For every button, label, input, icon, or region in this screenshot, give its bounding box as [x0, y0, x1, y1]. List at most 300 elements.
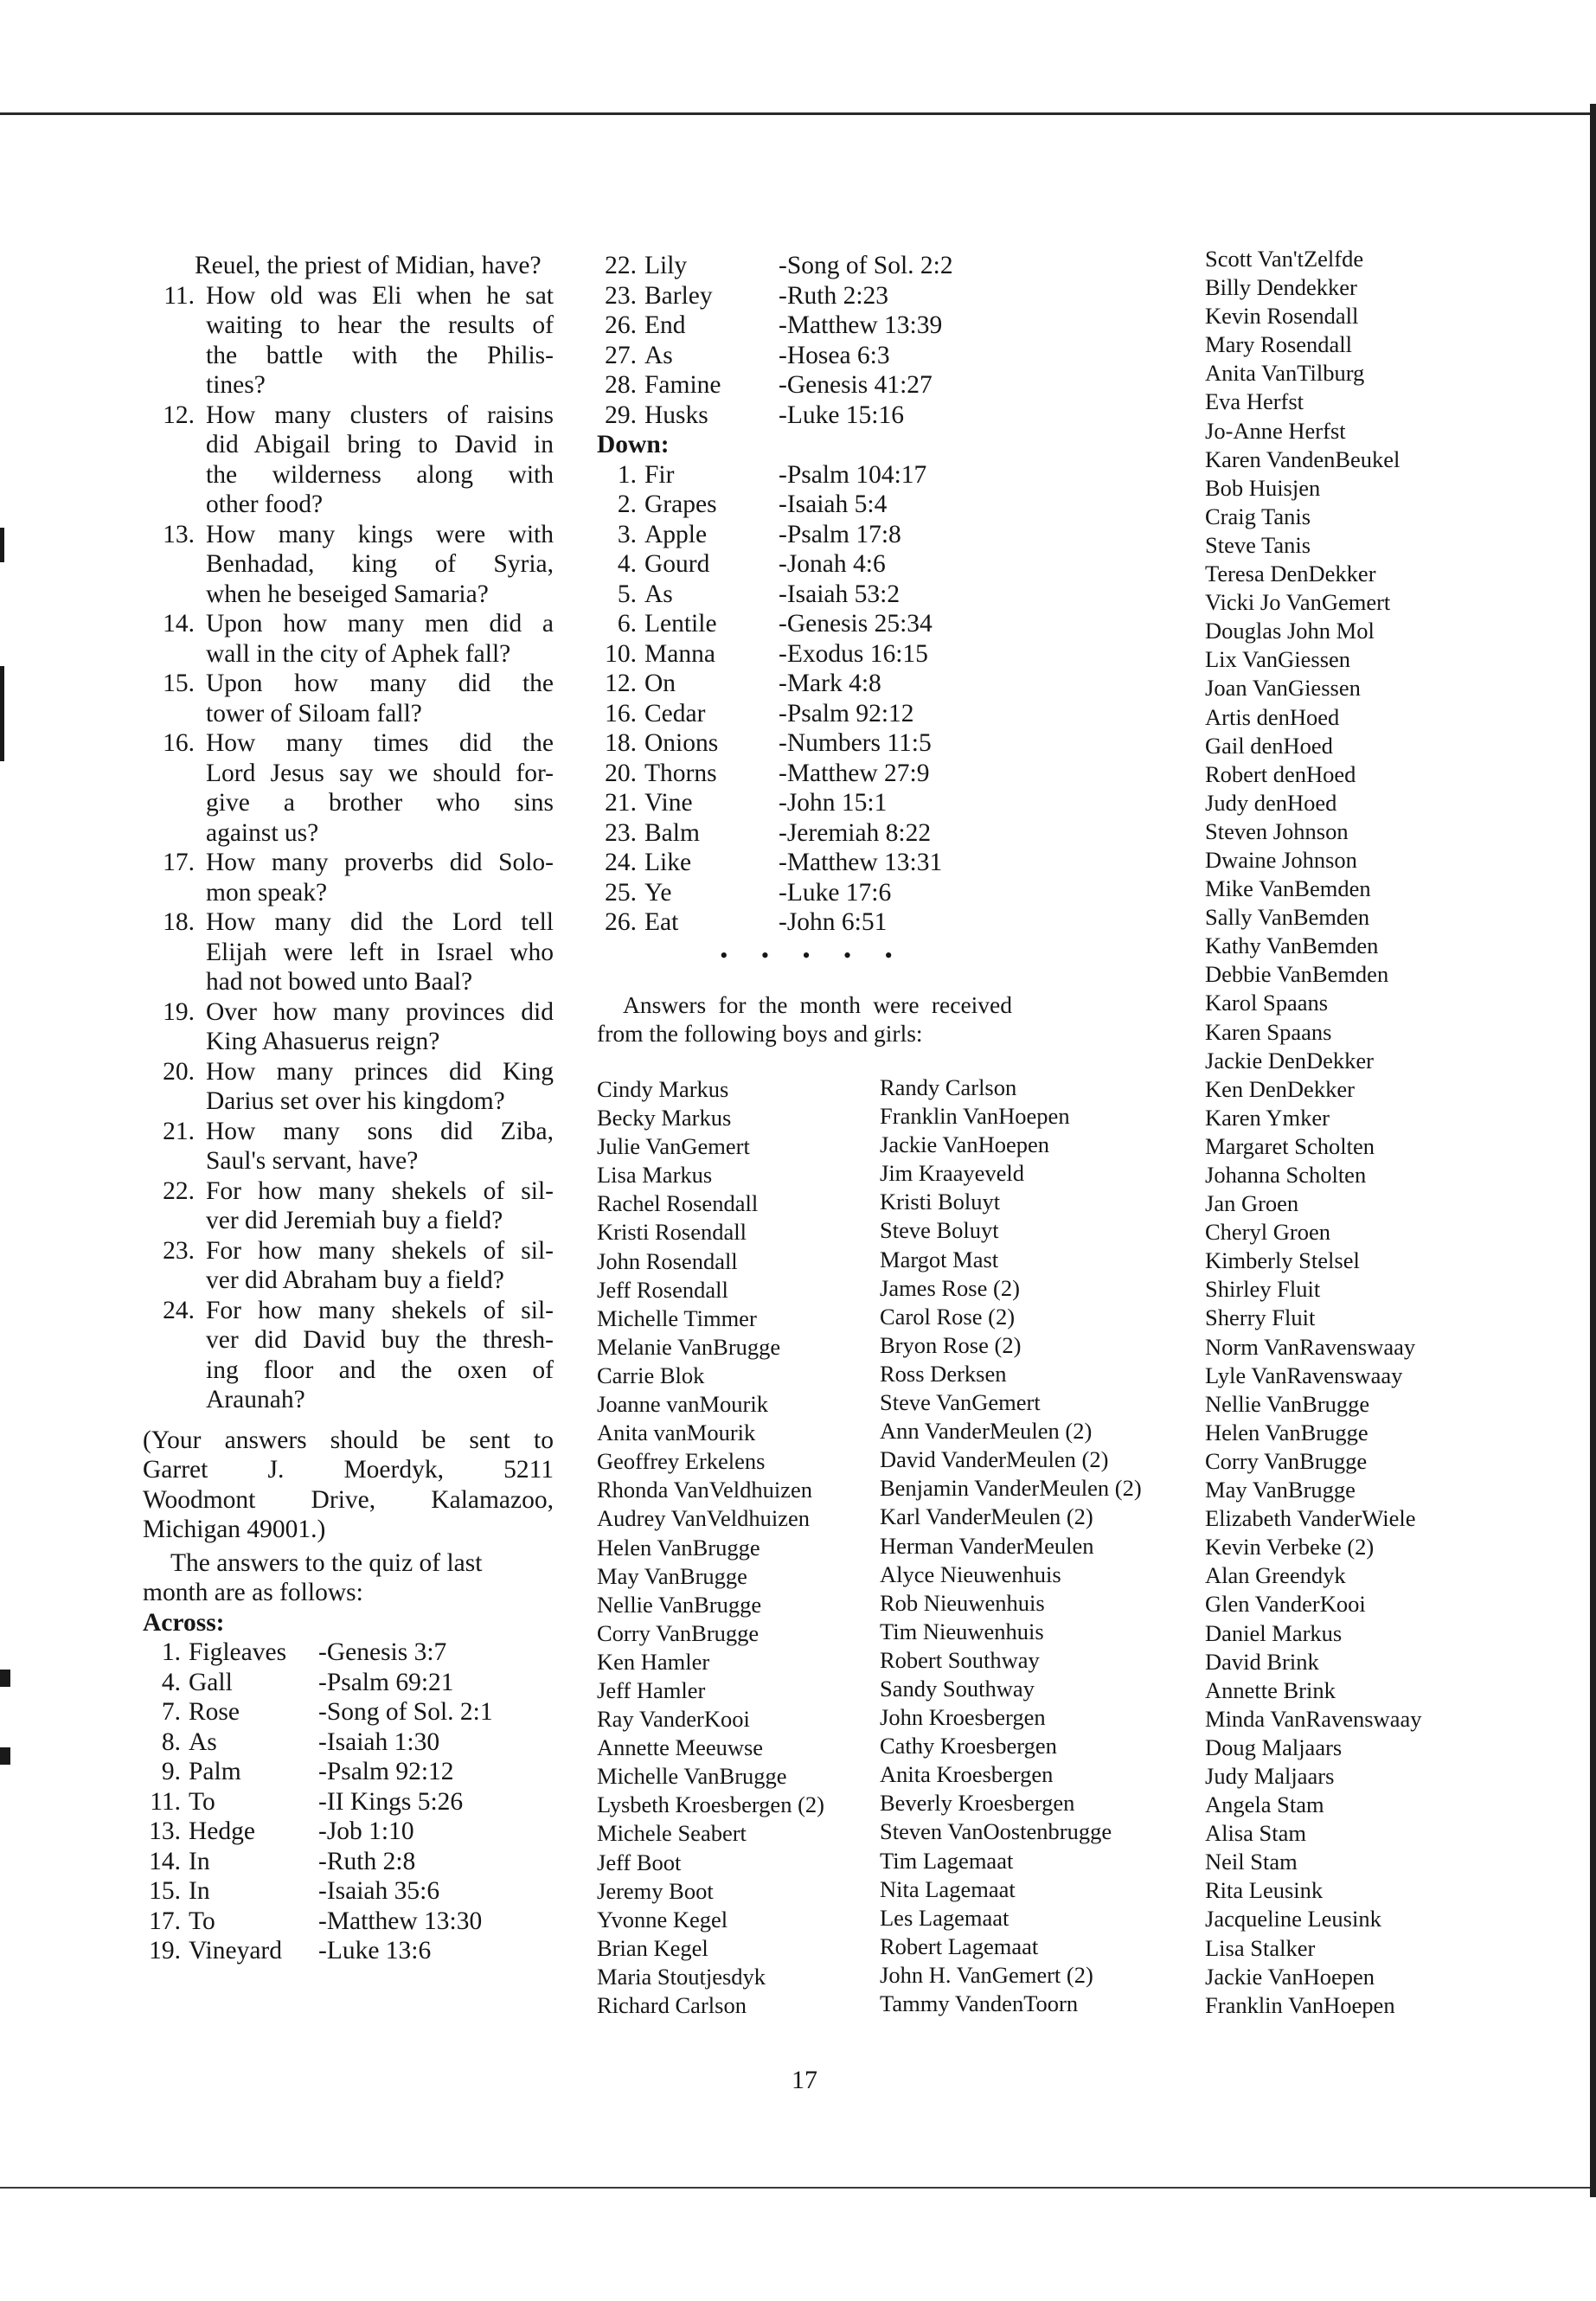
answer-number: 2.	[617, 490, 637, 518]
name-entry: Annette Brink	[1205, 1676, 1336, 1703]
question-item	[143, 1236, 554, 1296]
answer-reference: -Psalm 92:12	[779, 699, 914, 727]
name-entry: Les Lagemaat	[880, 1904, 1010, 1931]
answer-number: 1.	[617, 460, 637, 489]
name-entry: Michelle Timmer	[597, 1304, 757, 1331]
name-entry: Richard Carlson	[597, 1992, 747, 2018]
answer-word: Vineyard	[189, 1937, 282, 1965]
answer-number: 16.	[605, 699, 637, 727]
name-entry: Cheryl Groen	[1205, 1219, 1330, 1246]
name-entry: Steven VanOostenbrugge	[880, 1818, 1112, 1845]
name-entry: Kristi Boluyt	[880, 1189, 1001, 1215]
name-entry: Joanne vanMourik	[597, 1391, 768, 1418]
name-entry: Julie VanGemert	[597, 1133, 750, 1160]
name-entry: Yvonne Kegel	[597, 1906, 728, 1932]
answer-number: 1.	[161, 1638, 181, 1666]
answer-word: Gourd	[644, 550, 710, 578]
name-entry: Elizabeth VanderWiele	[1205, 1505, 1416, 1532]
answer-number: 23.	[605, 818, 637, 847]
question-line: How many did the Lord tell	[206, 908, 554, 936]
name-entry: Karol Spaans	[1205, 990, 1329, 1016]
answer-reference: -Genesis 3:7	[318, 1638, 447, 1666]
note-line: Woodmont Drive, Kalamazoo,	[143, 1485, 554, 1514]
answer-row	[597, 818, 1029, 849]
answer-row	[597, 549, 1029, 580]
answer-row	[143, 1668, 554, 1698]
question-line: King Ahasuerus reign?	[206, 1028, 440, 1055]
answer-reference: -Mark 4:8	[779, 670, 881, 697]
answer-reference: -Numbers 11:5	[779, 729, 932, 757]
question-line: mon speak?	[206, 878, 328, 907]
name-entry: Rhonda VanVeldhuizen	[597, 1477, 813, 1503]
question-line: wall in the city of Aphek fall?	[206, 639, 511, 668]
scan-mark	[0, 1747, 10, 1765]
down-answers	[597, 460, 1029, 938]
question-line: the battle with the Philis-	[206, 341, 554, 369]
note-line: Garret J. Moerdyk, 5211	[143, 1456, 554, 1484]
question-line: Darius set over his kingdom?	[206, 1087, 505, 1115]
question-text	[206, 1236, 554, 1296]
answer-reference: -Matthew 13:31	[779, 849, 943, 876]
question-number: 21.	[163, 1117, 195, 1145]
answer-row	[597, 788, 1029, 818]
name-entry: Kathy VanBemden	[1205, 933, 1379, 959]
answer-word: In	[189, 1877, 210, 1905]
name-entry: Corry VanBrugge	[597, 1619, 760, 1646]
name-entry: Bryon Rose (2)	[880, 1331, 1022, 1358]
name-entry: Karen VandenBeukel	[1205, 445, 1401, 472]
question-text	[206, 907, 554, 997]
name-entry: Corry VanBrugge	[1205, 1447, 1368, 1474]
answer-row	[597, 728, 1029, 759]
answer-word: Ye	[644, 878, 672, 907]
name-entry: Helen VanBrugge	[1205, 1419, 1368, 1445]
name-entry: Rita Leusink	[1205, 1877, 1324, 1904]
answer-word: Fir	[644, 460, 675, 489]
answer-word: Grapes	[644, 490, 717, 518]
name-entry: Melanie VanBrugge	[597, 1333, 781, 1360]
name-entry: Michele Seabert	[597, 1820, 747, 1847]
scan-mark	[0, 1670, 10, 1687]
question-text	[206, 1057, 554, 1117]
name-entry: Anita Kroesbergen	[880, 1761, 1054, 1788]
answer-row	[597, 848, 1029, 878]
name-entry: Robert Southway	[880, 1646, 1040, 1673]
question-number: 24.	[163, 1296, 195, 1324]
answer-reference: -John 6:51	[779, 908, 888, 936]
question-number: 19.	[163, 997, 195, 1026]
question-text	[206, 1176, 554, 1236]
answer-number: 6.	[617, 610, 637, 638]
answer-reference: -II Kings 5:26	[318, 1787, 464, 1816]
name-entry: Craig Tanis	[1205, 503, 1311, 529]
answer-word: Gall	[189, 1668, 233, 1696]
question-line: Benhadad, king of Syria,	[206, 550, 554, 578]
answer-reference: -Matthew 13:39	[779, 311, 943, 339]
answer-word: Husks	[644, 401, 708, 429]
answer-word: As	[189, 1727, 217, 1756]
answer-reference: -Genesis 41:27	[779, 371, 933, 399]
name-entry: Kristi Rosendall	[597, 1219, 747, 1246]
across-heading: Across:	[143, 1608, 225, 1637]
name-entry: Alyce Nieuwenhuis	[880, 1561, 1061, 1587]
name-entry: Ken Hamler	[597, 1648, 710, 1675]
question-line: Elijah were left in Israel who	[206, 938, 554, 966]
questions-column	[143, 251, 554, 1966]
name-entry: Margot Mast	[880, 1246, 999, 1272]
name-entry: Lyle VanRavenswaay	[1205, 1362, 1403, 1388]
question-line: Upon how many men did a	[206, 610, 554, 638]
question-number: 13.	[163, 520, 195, 548]
answer-row	[597, 490, 1029, 520]
name-entry: Steve VanGemert	[880, 1389, 1041, 1416]
name-entry: Robert Lagemaat	[880, 1932, 1039, 1959]
name-entry: Jackie VanHoepen	[880, 1131, 1049, 1158]
mailing-note	[143, 1426, 554, 1545]
answer-row	[143, 1847, 554, 1877]
question-list	[143, 251, 554, 1415]
name-entry: Ann VanderMeulen (2)	[880, 1418, 1093, 1445]
question-line: when he beseiged Samaria?	[206, 580, 489, 608]
question-number: 22.	[163, 1176, 195, 1205]
name-entry: Ray VanderKooi	[597, 1706, 750, 1733]
answer-row	[597, 699, 1029, 729]
name-entry: Michelle VanBrugge	[597, 1763, 787, 1790]
name-entry: Minda VanRavenswaay	[1205, 1705, 1422, 1732]
answer-row	[143, 1757, 554, 1787]
question-item	[143, 1057, 554, 1117]
answer-row	[143, 1697, 554, 1727]
answer-word: Eat	[644, 908, 679, 936]
answer-number: 24.	[605, 849, 637, 876]
question-line: For how many shekels of sil-	[206, 1176, 554, 1205]
separator: • • • • •	[720, 942, 907, 968]
answer-row	[143, 1907, 554, 1937]
answer-reference: -Song of Sol. 2:1	[318, 1698, 493, 1726]
question-line: How many times did the	[206, 729, 554, 757]
name-entry: Jeff Boot	[597, 1849, 682, 1875]
question-text	[206, 401, 554, 520]
name-entry: Jeff Hamler	[597, 1676, 706, 1703]
bottom-rule	[0, 2187, 1596, 2189]
question-number: 20.	[163, 1057, 195, 1086]
answer-reference: -Jonah 4:6	[779, 550, 886, 578]
question-text	[206, 669, 554, 728]
note-line: Michigan 49001.)	[143, 1516, 326, 1543]
answer-number: 18.	[605, 729, 637, 757]
name-entry: Mike VanBemden	[1205, 875, 1371, 902]
name-entry: Lysbeth Kroesbergen (2)	[597, 1791, 824, 1818]
name-entry: John Rosendall	[597, 1247, 738, 1274]
names-column-c	[1205, 245, 1421, 2020]
name-entry: Lisa Markus	[597, 1162, 713, 1189]
name-entry: Randy Carlson	[880, 1074, 1017, 1100]
name-entry: May VanBrugge	[1205, 1477, 1356, 1503]
answers-intro: The answers to the quiz of last month are as follows:	[143, 1548, 483, 1606]
name-entry: Sherry Fluit	[1205, 1304, 1316, 1331]
name-entry: Kevin Verbeke (2)	[1205, 1534, 1375, 1561]
question-item	[143, 848, 554, 907]
name-entry: Jackie DenDekker	[1205, 1047, 1374, 1074]
answer-word: Cedar	[644, 699, 706, 727]
name-entry: Sally VanBemden	[1205, 904, 1370, 931]
question-continued: Reuel, the priest of Midian, have?	[195, 252, 542, 279]
answer-reference: -Matthew 13:30	[318, 1907, 483, 1935]
name-entry: Cathy Kroesbergen	[880, 1733, 1057, 1759]
answer-word: Lentile	[644, 610, 717, 638]
answer-reference: -Isaiah 1:30	[318, 1727, 440, 1756]
question-number: 12.	[163, 401, 195, 429]
name-entry: Nita Lagemaat	[880, 1875, 1016, 1902]
answer-number: 21.	[605, 789, 637, 817]
answer-number: 10.	[605, 639, 637, 668]
answer-row	[597, 401, 1029, 431]
answer-row	[143, 1638, 554, 1668]
received-text: Answers for the month were received from the following boys and girls:	[597, 991, 1012, 1047]
name-entry: Nellie VanBrugge	[1205, 1390, 1370, 1417]
question-line: Araunah?	[206, 1386, 305, 1413]
page-number: 17	[792, 2066, 817, 2094]
answer-number: 8.	[161, 1727, 181, 1756]
name-entry: Brian Kegel	[597, 1934, 708, 1961]
name-entry: Annette Meeuwse	[597, 1734, 764, 1761]
name-entry: Margaret Scholten	[1205, 1132, 1375, 1159]
question-number: 14.	[163, 610, 195, 638]
question-item	[143, 1296, 554, 1415]
question-line: How many sons did Ziba,	[206, 1117, 554, 1145]
answer-number: 26.	[605, 908, 637, 936]
answer-reference: -Luke 17:6	[779, 878, 892, 907]
answer-reference: -Exodus 16:15	[779, 639, 928, 668]
name-entry: Lix VanGiessen	[1205, 646, 1351, 673]
answer-word: Hedge	[189, 1817, 255, 1845]
answer-word: Famine	[644, 371, 721, 399]
name-entry: Anita VanTilburg	[1205, 360, 1365, 387]
answer-reference: -Luke 15:16	[779, 401, 905, 429]
answer-reference: -Luke 13:6	[318, 1937, 432, 1965]
answer-word: Lily	[644, 252, 688, 279]
name-entry: Geoffrey Erkelens	[597, 1448, 766, 1475]
name-entry: Shirley Fluit	[1205, 1276, 1321, 1303]
answer-reference: -Isaiah 53:2	[779, 580, 901, 608]
answer-number: 23.	[605, 281, 637, 310]
answer-reference: -Psalm 17:8	[779, 520, 901, 548]
question-line: other food?	[206, 490, 324, 518]
name-entry: James Rose (2)	[880, 1274, 1020, 1301]
name-entry: Douglas John Mol	[1205, 618, 1375, 644]
question-item	[143, 1117, 554, 1176]
answer-number: 13.	[149, 1817, 181, 1845]
name-entry: Jim Kraayeveld	[880, 1160, 1025, 1187]
name-entry: Helen VanBrugge	[597, 1534, 760, 1561]
answer-number: 4.	[161, 1668, 181, 1696]
question-line: give a brother who sins	[206, 789, 554, 817]
question-number: 11.	[163, 281, 195, 310]
name-entry: Ken DenDekker	[1205, 1075, 1355, 1102]
question-line: ver did Abraham buy a field?	[206, 1266, 504, 1294]
answer-word: End	[644, 311, 686, 339]
question-number: 16.	[163, 729, 195, 757]
answer-reference: -Job 1:10	[318, 1817, 414, 1845]
answer-number: 3.	[617, 520, 637, 548]
question-line: ver did Jeremiah buy a field?	[206, 1207, 503, 1234]
answer-row	[597, 370, 1029, 401]
name-entry: Karl VanderMeulen (2)	[880, 1503, 1093, 1530]
name-entry: Glen VanderKooi	[1205, 1591, 1366, 1618]
name-entry: Debbie VanBemden	[1205, 961, 1389, 988]
name-entry: Ross Derksen	[880, 1360, 1007, 1387]
answer-word: As	[644, 341, 673, 369]
answer-word: Balm	[644, 818, 700, 847]
answer-reference: -Ruth 2:23	[779, 281, 889, 310]
question-line: ver did David buy the thresh-	[206, 1326, 554, 1354]
answer-number: 4.	[617, 550, 637, 578]
name-entry: Kimberly Stelsel	[1205, 1247, 1360, 1274]
question-line: Saul's servant, have?	[206, 1147, 419, 1175]
question-item	[143, 669, 554, 728]
answer-word: To	[189, 1787, 215, 1816]
answer-word: In	[189, 1847, 210, 1875]
across-answers-part2	[597, 251, 1029, 430]
question-line: How many kings were with	[206, 520, 554, 548]
name-entry: Tammy VandenToorn	[880, 1990, 1079, 2016]
name-entry: Teresa DenDekker	[1205, 561, 1376, 587]
answer-word: Thorns	[644, 759, 717, 787]
question-number: 17.	[163, 849, 195, 876]
names-column-b	[880, 1074, 1142, 2018]
name-entry: David Brink	[1205, 1648, 1319, 1675]
question-line: Over how many provinces did	[206, 997, 554, 1026]
answer-word: Rose	[189, 1698, 240, 1726]
answer-word: As	[644, 580, 673, 608]
question-text	[206, 848, 554, 907]
across-answers-part1	[143, 1638, 554, 1966]
top-rule	[0, 112, 1596, 115]
name-entry: Herman VanderMeulen	[880, 1532, 1094, 1559]
name-entry: May VanBrugge	[597, 1562, 747, 1589]
question-line: Upon how many did the	[206, 670, 554, 697]
names-column-a	[597, 1075, 824, 2020]
question-line: For how many shekels of sil-	[206, 1236, 554, 1265]
question-line: How many princes did King	[206, 1057, 554, 1086]
name-entry: John H. VanGemert (2)	[880, 1961, 1093, 1988]
name-entry: Norm VanRavenswaay	[1205, 1333, 1416, 1360]
question-line: did Abigail bring to David in	[206, 431, 554, 458]
answer-number: 9.	[161, 1758, 181, 1785]
answer-word: Onions	[644, 729, 719, 757]
name-entry: Franklin VanHoepen	[1205, 1991, 1395, 2018]
question-text	[206, 281, 554, 401]
question-item	[143, 281, 554, 401]
answer-row	[143, 1876, 554, 1907]
answer-number: 11.	[150, 1787, 181, 1816]
answer-number: 20.	[605, 759, 637, 787]
answer-number: 22.	[605, 252, 637, 279]
question-number: 18.	[163, 908, 195, 936]
name-entry: David VanderMeulen (2)	[880, 1446, 1109, 1473]
name-entry: Mary Rosendall	[1205, 331, 1353, 358]
answer-number: 15.	[149, 1877, 181, 1905]
answer-row	[597, 311, 1029, 341]
answer-number: 7.	[161, 1698, 181, 1726]
name-entry: Daniel Markus	[1205, 1619, 1343, 1646]
name-entry: Angela Stam	[1205, 1791, 1324, 1818]
question-item	[143, 728, 554, 848]
question-line: the wilderness along with	[206, 460, 554, 489]
name-entry: Lisa Stalker	[1205, 1934, 1316, 1961]
question-text	[206, 520, 554, 610]
page-edge	[1590, 104, 1596, 2197]
name-entry: Rachel Rosendall	[597, 1190, 759, 1217]
question-item	[143, 401, 554, 520]
question-line: How many clusters of raisins	[206, 401, 554, 429]
name-entry: Anita vanMourik	[597, 1420, 756, 1446]
name-entry: Judy denHoed	[1205, 789, 1337, 816]
name-entry: Audrey VanVeldhuizen	[597, 1505, 811, 1532]
answer-row	[597, 580, 1029, 610]
name-entry: Carrie Blok	[597, 1362, 705, 1388]
answer-number: 14.	[149, 1847, 181, 1875]
answer-reference: -Genesis 25:34	[779, 610, 933, 638]
name-entry: Carol Rose (2)	[880, 1303, 1016, 1330]
answer-number: 17.	[149, 1907, 181, 1935]
answer-word: Like	[644, 849, 692, 876]
answer-row	[597, 609, 1029, 639]
answer-reference: -Psalm 69:21	[318, 1668, 454, 1696]
question-line: against us?	[206, 818, 319, 847]
name-entry: Jan Groen	[1205, 1190, 1299, 1217]
name-entry: Jackie VanHoepen	[1205, 1963, 1375, 1990]
question-item	[143, 520, 554, 610]
answer-row	[143, 1817, 554, 1847]
name-entry: Karen Ymker	[1205, 1104, 1330, 1131]
answer-reference: -Psalm 104:17	[779, 460, 927, 489]
name-entry: Steven Johnson	[1205, 817, 1349, 844]
name-entry: Nellie VanBrugge	[597, 1591, 762, 1618]
question-line: tower of Siloam fall?	[206, 699, 422, 727]
name-entry: Sandy Southway	[880, 1675, 1035, 1702]
answer-word: Barley	[644, 281, 713, 310]
name-entry: Becky Markus	[597, 1105, 732, 1131]
question-item	[143, 907, 554, 997]
name-entry: Jeff Rosendall	[597, 1276, 728, 1303]
question-number: 15.	[163, 670, 195, 697]
answer-row	[143, 1936, 554, 1966]
answer-number: 27.	[605, 341, 637, 369]
answer-word: Palm	[189, 1758, 241, 1785]
name-entry: Johanna Scholten	[1205, 1162, 1367, 1188]
name-entry: Beverly Kroesbergen	[880, 1790, 1075, 1817]
answer-reference: -Isaiah 35:6	[318, 1877, 440, 1905]
name-entry: Billy Dendekker	[1205, 274, 1357, 301]
question-text	[206, 728, 554, 848]
answer-row	[597, 878, 1029, 908]
answer-word: On	[644, 670, 676, 697]
answer-row	[597, 669, 1029, 699]
answer-row	[597, 759, 1029, 789]
answer-number: 25.	[605, 878, 637, 907]
question-line: tines?	[206, 371, 266, 399]
answer-row	[597, 520, 1029, 550]
answer-reference: -Psalm 92:12	[318, 1758, 454, 1785]
name-entry: Doug Maljaars	[1205, 1734, 1343, 1760]
answer-word: Figleaves	[189, 1638, 287, 1666]
name-entry: Karen Spaans	[1205, 1018, 1332, 1045]
name-entry: Rob Nieuwenhuis	[880, 1589, 1045, 1616]
name-entry: Tim Nieuwenhuis	[880, 1618, 1044, 1644]
name-entry: Dwaine Johnson	[1205, 846, 1357, 873]
answer-reference: -Ruth 2:8	[318, 1847, 416, 1875]
